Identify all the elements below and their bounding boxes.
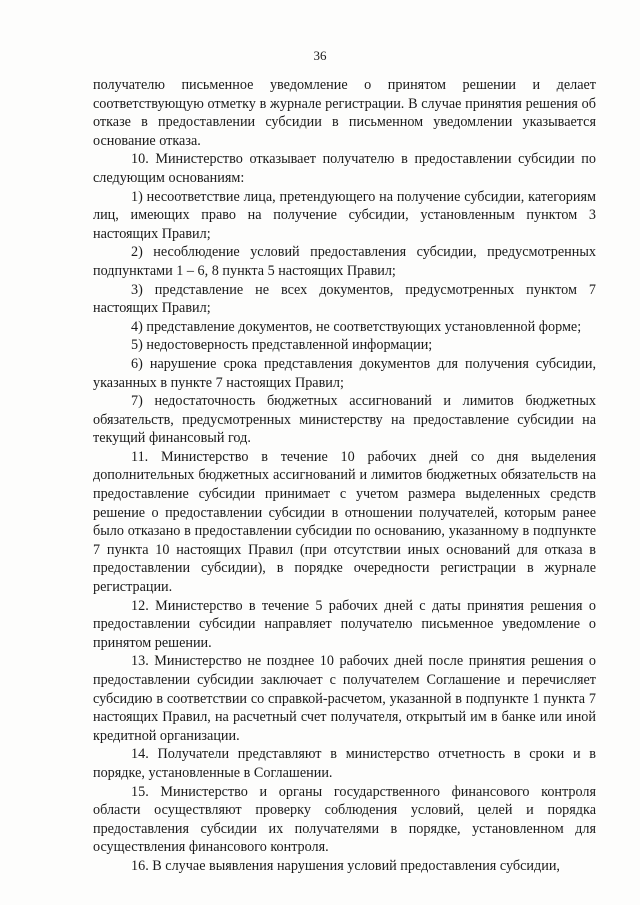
document-body [93,76,596,876]
paragraph: 14. Получатели представляют в министерство отчетность в сроки и в порядке, установленные в Соглашении. [93,746,596,781]
paragraph: 10. Министерство отказывает получателю в предоставлении субсидии по следующим основаниям: [93,151,596,186]
paragraph: 3) представление не всех документов, предусмотренных пунктом 7 настоящих Правил; [93,281,596,317]
paragraph: 2) несоблюдение условий предоставления субсидии, предусмотренных подпунктами 1 – 6, 8 пункта 5 настоящих Правил; [93,244,596,279]
paragraph: 1) несоответствие лица, претендующего на получение субсидии, категориям лиц, имеющих право на получение субсидии, установленным пунктом 3 настоящих Правил; [93,188,596,242]
paragraph: получателю письменное уведомление о принятом решении и делает соответствующую отметку в журнале регистрации. В случае принятия решения об отказе в предоставлении субсидии в письменном уведомлении указывается основание отказа. [93,77,596,149]
page-number: 36 [313,48,327,63]
paragraph: 15. Министерство и органы государственного финансового контроля области осуществляют проверку соблюдения условий, целей и порядка предоставления субсидии их получателями в порядке, установленном для осуществления финансового контроля. [93,783,596,856]
paragraph: 13. Министерство не позднее 10 рабочих дней после принятия решения о предоставлении субсидии заключает с получателем Соглашение и перечисляет субсидию в соответствии со справкой-расчетом, указанной в подпункте 1 пункта 7 настоящих Правил, на расчетный счет получателя, открытый им в банке или иной кредитной организации. [93,653,596,744]
paragraph: 7) недостаточность бюджетных ассигнований и лимитов бюджетных обязательств, предусмотренных министерству на предоставление субсидии на текущий финансовый год. [93,393,596,447]
paragraph: 5) недостоверность представленной информации; [131,337,433,354]
paragraph: 4) представление документов, не соответствующих установленной форме; [131,318,582,335]
paragraph: 12. Министерство в течение 5 рабочих дней с даты принятия решения о предоставлении субсидии направляет получателю письменное уведомление о принятом решении. [93,597,596,651]
paragraph: 11. Министерство в течение 10 рабочих дней со дня выделения дополнительных бюджетных ассигнований и лимитов бюджетных обязательств на предоставление субсидии принимает с учетом размера выделенных средств решение о предоставлении субсидии в отношении получателей, которым ранее было отказано в предоставлении субсидии по основанию, указанному в подпункте 7 пункта 10 настоящих Правил (при отсутствии иных оснований для отказа в предоставлении субсидии), в порядке очередности регистрации в журнале регистрации. [93,448,596,596]
paragraph: 6) нарушение срока представления документов для получения субсидии, указанных в пункте 7 настоящих Правил; [93,355,596,391]
paragraph: 16. В случае выявления нарушения условий предоставления субсидии, [131,857,560,874]
